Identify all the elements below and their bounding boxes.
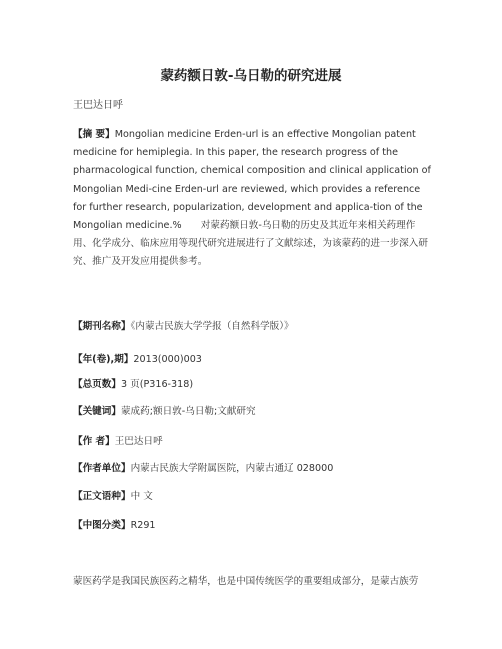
abstract-text: Mongolian medicine Erden-url is an effective Mongolian patent medicine for hemiplegia. In this paper, the research progress of the pharmacological function, chemical composition and clinical application of Mongolian Medi-cine Erden-url are reviewed, which provides a reference for further research, popularization, development and applica-tion of the Mongolian medicine.% 对蒙药额日敦-乌日勒的历史及其近年来相关药理作用、化学成分、临床应用等现代研究进展进行了文献综述，为该蒙药的进一步深入研究、推广及开发应用提供参考。	[73, 129, 431, 268]
field-value: 3 页(P316-318)	[120, 379, 194, 390]
field-value: 内蒙古民族大学附属医院，内蒙古通辽 028000	[130, 463, 334, 474]
field-author	[73, 433, 163, 447]
author-line: 王巴达日呼	[73, 100, 123, 111]
field-label: 【作 者】	[73, 436, 115, 447]
field-value: R291	[130, 520, 156, 531]
field-label: 【关键词】	[73, 406, 121, 417]
abstract-block	[73, 126, 431, 272]
abstract-label: 【摘 要】	[73, 129, 115, 140]
field-label: 【正文语种】	[73, 491, 131, 502]
field-label: 【中图分类】	[73, 520, 131, 531]
body-paragraph: 蒙医药学是我国民族医药之精华，也是中国传统医学的重要组成部分，是蒙古族劳	[73, 576, 419, 587]
page-title: 蒙药额日敦-乌日勒的研究进展	[160, 68, 342, 84]
field-label: 【总页数】	[73, 379, 121, 390]
field-affiliation	[73, 460, 333, 474]
field-value: 蒙成药;额日敦-乌日勒;文献研究	[120, 406, 256, 417]
field-label: 【期刊名称】	[73, 321, 131, 332]
field-value: 中 文	[130, 491, 153, 502]
field-volume-issue	[73, 351, 202, 365]
field-journal	[73, 318, 294, 332]
field-label: 【年(卷),期】	[73, 354, 134, 365]
field-label: 【作者单位】	[73, 463, 131, 474]
field-classification	[73, 517, 156, 531]
field-value: 2013(000)003	[133, 354, 202, 365]
field-value: 《内蒙古民族大学学报（自然科学版）》	[130, 321, 294, 332]
field-keywords	[73, 403, 256, 417]
field-value: 王巴达日呼	[114, 436, 163, 447]
field-pages	[73, 376, 193, 390]
field-language	[73, 488, 153, 502]
